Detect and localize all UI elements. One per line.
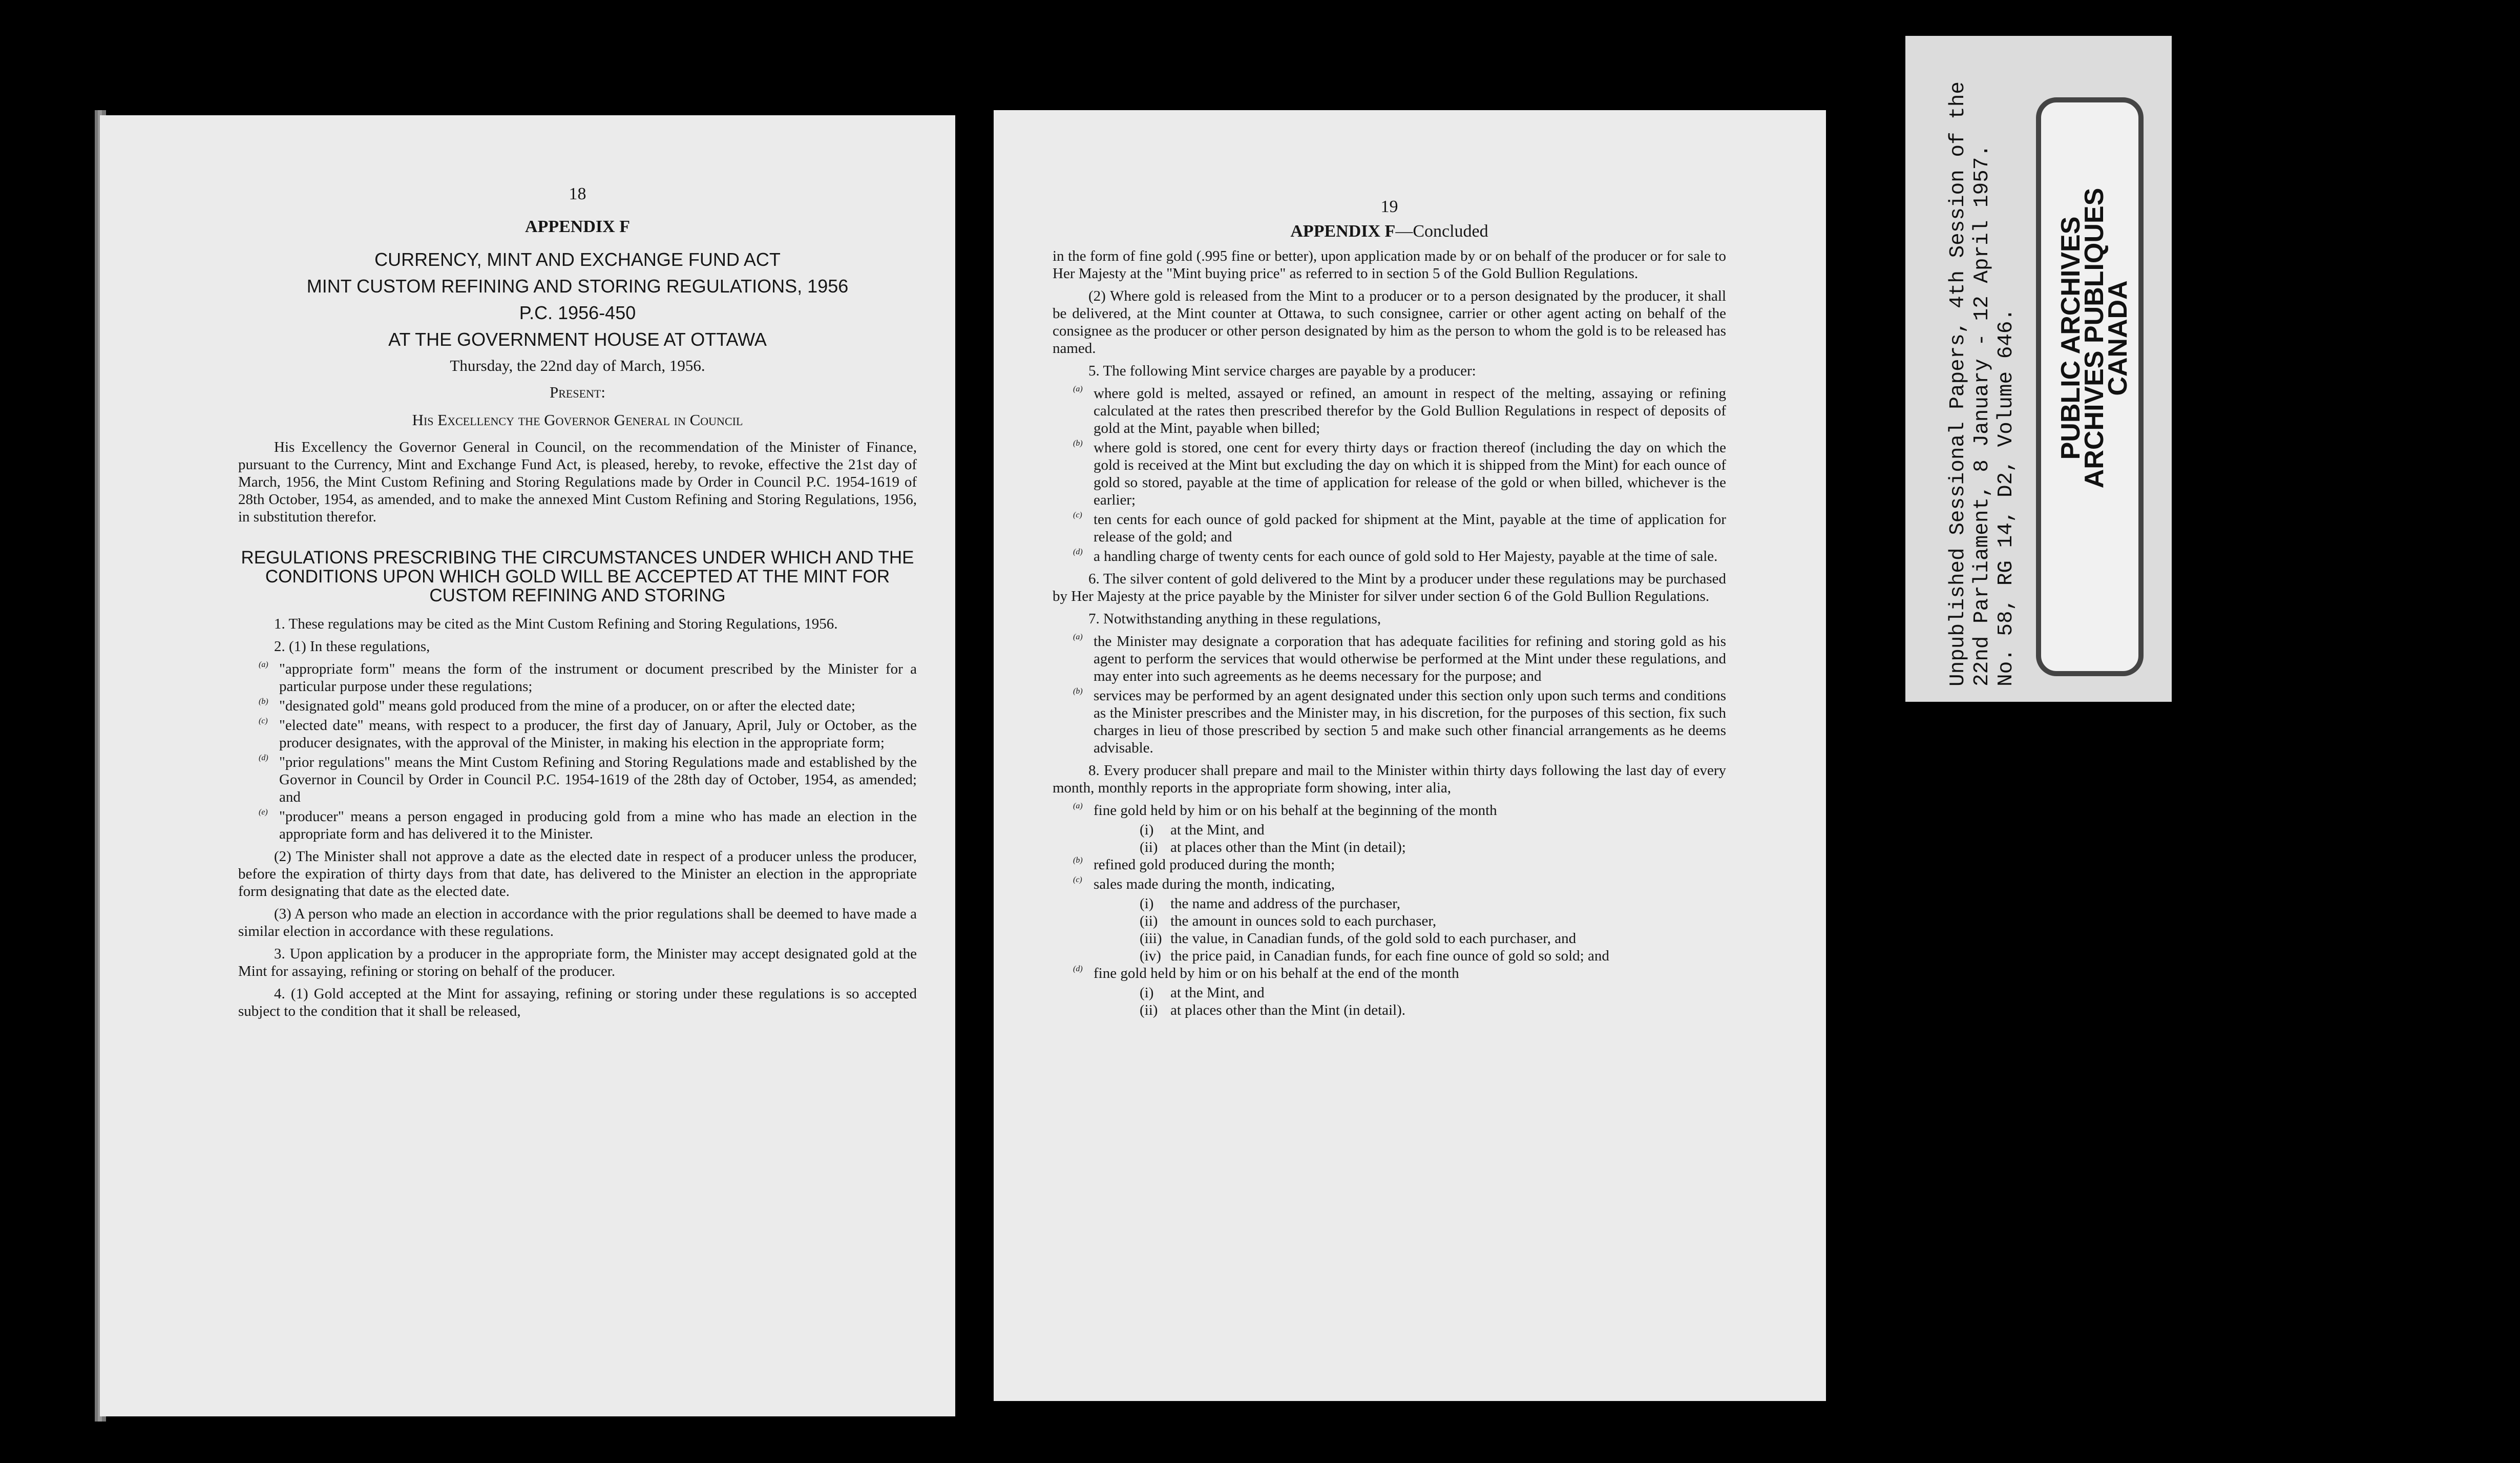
section-7-intro: 7. Notwithstanding anything in these regulations, <box>1088 611 1381 627</box>
report-item: (a) fine gold held by him or on his behalf at the beginning of the month <box>1073 802 1497 819</box>
definition-item: (a) "appropriate form" means the form of the instrument or document prescribed by the Minister for a particular purpose under these regulations; <box>259 660 917 695</box>
report-subitem: (iv) the price paid, in Canadian funds, for each fine ounce of gold so sold; and <box>1140 948 1609 964</box>
appendix-title: APPENDIX F—Concluded <box>1290 222 1488 241</box>
present-label: Present: <box>550 383 605 401</box>
regulations-name: MINT CUSTOM REFINING AND STORING REGULATIONS, 1956 <box>306 276 849 297</box>
section-1: 1. These regulations may be cited as the Mint Custom Refining and Storing Regulations, 1956. <box>274 616 838 632</box>
charge-item: (c) ten cents for each ounce of gold packed for shipment at the Mint, payable at the time of application for release of the gold; and <box>1073 511 1726 545</box>
right-page <box>994 110 1826 1401</box>
section-2-3: (3) A person who made an election in accordance with the prior regulations shall be deemed to have made a similar election in accordance with these regulations. <box>238 906 917 939</box>
section-5-intro: 5. The following Mint service charges are payable by a producer: <box>1088 363 1476 379</box>
section-2-intro: 2. (1) In these regulations, <box>274 638 430 655</box>
pc-number: P.C. 1956-450 <box>519 302 636 323</box>
preamble: His Excellency the Governor General in Council, on the recommendation of the Minister of Finance, pursuant to the Currency, Mint and Exchange Fund Act, is pleased, hereby, to revoke, effective the 21st day of March, 1956, the Mint Custom Refining and Storing Regulations made by Order in Council P.C. 1954-1619 of 28th October, 1954, as amended, and to make the annexed Mint Custom Refining and Storing Regulations, 1956, in substitution therefor. <box>238 439 917 525</box>
page-number: 19 <box>1380 197 1398 216</box>
report-subitem: (ii) at places other than the Mint (in detail); <box>1140 839 1406 855</box>
definition-item: (d) "prior regulations" means the Mint Custom Refining and Storing Regulations made and established by the Governor in Council by Order in Council P.C. 1954-1619 of the 28th day of October, 1954, as amended; and <box>259 754 917 805</box>
agent-item: (a) the Minister may designate a corporation that has adequate facilities for refining and storing gold as his agent to perform the services that would otherwise be performed at the Mint under these regulations, and may enter into such agreements as he deems necessary for the purpose; and <box>1073 633 1726 684</box>
charge-item: (b) where gold is stored, one cent for every thirty days or fraction thereof (including the day on which the gold is received at the Mint but excluding the day on which it is shipped from the Mint) for each ounce of gold so stored, payable at the time of application for release of the gold or when billed, whichever is the earlier; <box>1073 439 1726 508</box>
report-subitem: (ii) the amount in ounces sold to each purchaser, <box>1140 913 1437 929</box>
location: AT THE GOVERNMENT HOUSE AT OTTAWA <box>388 329 767 350</box>
report-subitem: (iii) the value, in Canadian funds, of the gold sold to each purchaser, and <box>1140 930 1577 947</box>
report-subitem: (i) at the Mint, and <box>1140 985 1265 1001</box>
definition-item: (b) "designated gold" means gold produced from the mine of a producer, on or after the elected date; <box>259 697 855 714</box>
archives-stamp-text: PUBLIC ARCHIVES ARCHIVES PUBLIQUES CANADA <box>2056 187 2133 489</box>
section-3: 3. Upon application by a producer in the appropriate form, the Minister may accept designated gold at the Mint for assaying, refining or storing on behalf of the producer. <box>238 946 917 979</box>
report-subitem: (i) at the Mint, and <box>1140 822 1265 838</box>
section-4: 4. (1) Gold accepted at the Mint for assaying, refining or storing under these regulations is so accepted subject to the condition that it shall be released, <box>238 986 917 1019</box>
agent-item: (b) services may be performed by an agent designated under this section only upon such terms and conditions as the Minister prescribes and the Minister may, in his discretion, for the purposes of this section, fix such charges in lieu of those prescribed by section 5 and make such other financial arrangements as he deems advisable. <box>1073 687 1726 756</box>
charge-item: (d) a handling charge of twenty cents for each ounce of gold sold to Her Majesty, payable at the time of sale. <box>1073 548 1718 565</box>
definition-item: (c) "elected date" means, with respect to a producer, the first day of January, April, July or October, as the producer designates, with the approval of the Minister, in making his election in the appropriate form; <box>259 717 917 751</box>
report-item: (d) fine gold held by him or on his behalf at the end of the month <box>1073 965 1459 981</box>
act-title: CURRENCY, MINT AND EXCHANGE FUND ACT <box>374 249 781 270</box>
report-subitem: (i) the name and address of the purchaser, <box>1140 895 1400 912</box>
appendix-title: APPENDIX F <box>525 217 630 236</box>
section-6: 6. The silver content of gold delivered to the Mint by a producer under these regulations may be purchased by Her Majesty at the price payable by the Minister for silver under section 6 of the Gold Bullion Regulations. <box>1053 571 1726 604</box>
section-4-continued: in the form of fine gold (.995 fine or better), upon application made by or on behalf of the producer or for sale to Her Majesty at the "Mint buying price" as referred to in section 5 of the Gold Bullion Regulations. <box>1053 248 1726 282</box>
report-item: (c) sales made during the month, indicating, <box>1073 875 1335 892</box>
archive-reference-text: Unpublished Sessional Papers, 4th Session of the 22nd Parliament, 8 January - 12 April 1957. No. 58, RG 14, D2, Volume 646. <box>1946 81 2018 686</box>
charge-item: (a) where gold is melted, assayed or refined, an amount in respect of the melting, assaying or refining calculated at the rates then prescribed therefor by the Gold Bullion Regulations in respect of deposits of gold at the Mint, payable when billed; <box>1073 385 1726 436</box>
regulations-title: REGULATIONS PRESCRIBING THE CIRCUMSTANCES UNDER WHICH AND THE CONDITIONS UPON WHICH GOLD WILL BE ACCEPTED AT THE MINT FOR CUSTOM REFINING AND STORING <box>241 548 914 605</box>
report-subitem: (ii) at places other than the Mint (in detail). <box>1140 1002 1406 1018</box>
date-line: Thursday, the 22nd day of March, 1956. <box>450 357 705 374</box>
report-item: (b) refined gold produced during the month; <box>1073 856 1335 873</box>
section-8-intro: 8. Every producer shall prepare and mail to the Minister within thirty days following the last day of every month, monthly reports in the appropriate form showing, inter alia, <box>1053 762 1726 796</box>
left-page <box>100 115 955 1416</box>
governor-line: His Excellency the Governor General in Council <box>412 411 743 429</box>
page-number: 18 <box>569 184 586 203</box>
section-4-2: (2) Where gold is released from the Mint to a producer or to a person designated by the producer, it shall be delivered, at the Mint counter at Ottawa, to such consignee, carrier or other agent acting on behalf of the consignee as the producer or other person designated by him as the person to whom the gold is to be released has named. <box>1053 288 1726 357</box>
section-2-2: (2) The Minister shall not approve a date as the elected date in respect of a producer unless the producer, before the expiration of thirty days from that date, has delivered to the Minister an election in the appropriate form designating that date as the elected date. <box>238 848 917 900</box>
definition-item: (e) "producer" means a person engaged in producing gold from a mine who has made an election in the appropriate form and has delivered it to the Minister. <box>259 808 917 842</box>
